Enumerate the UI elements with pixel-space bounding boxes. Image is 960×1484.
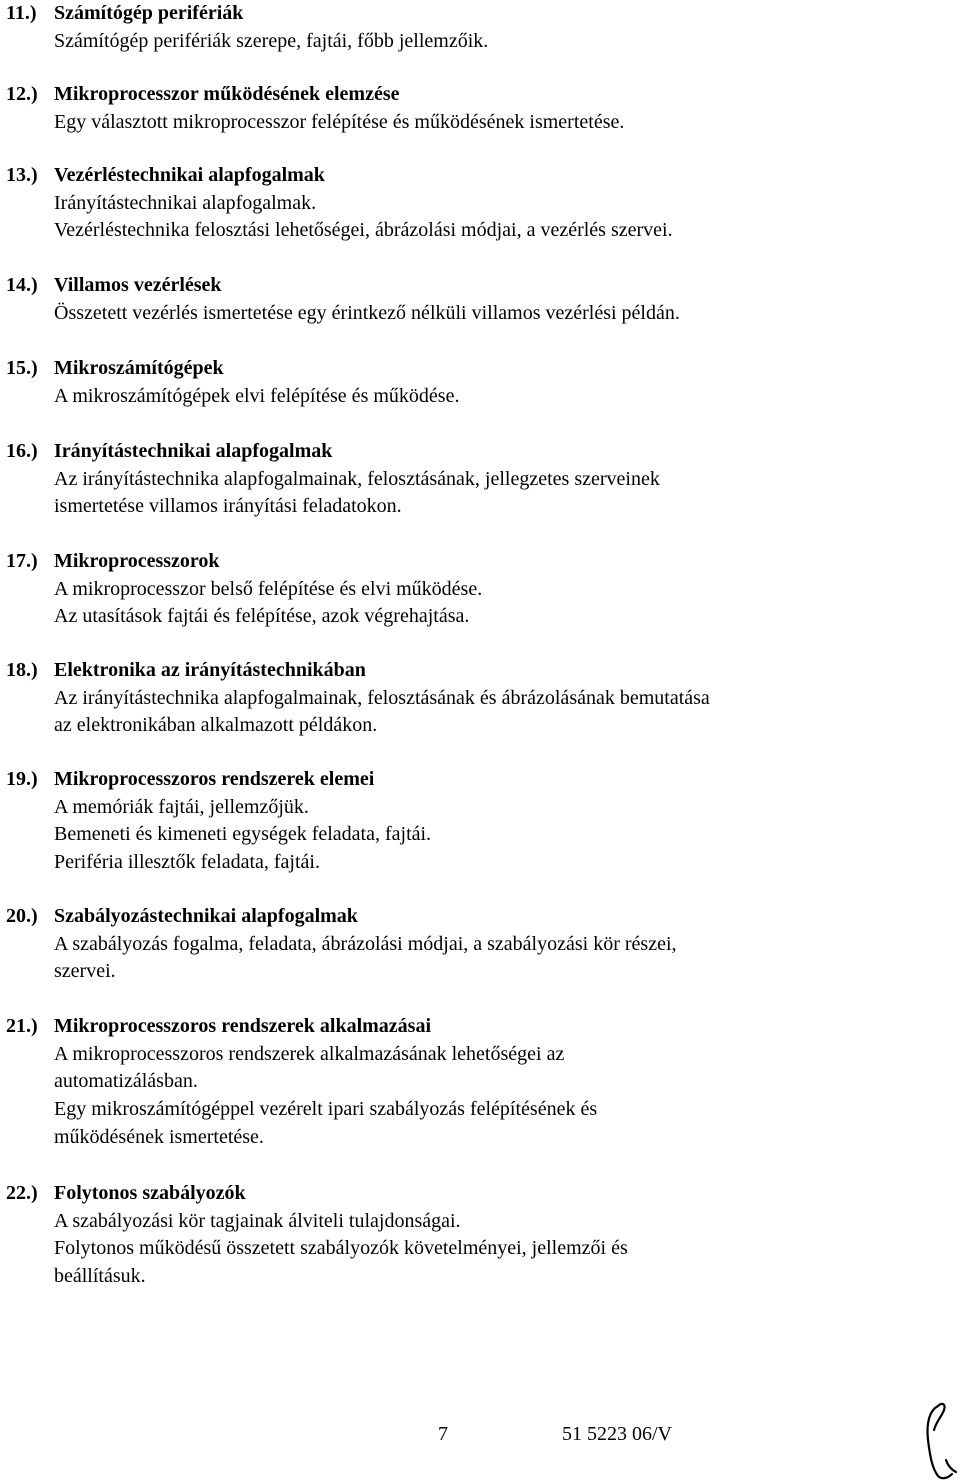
topic-title: Irányítástechnikai alapfogalmak bbox=[54, 440, 333, 462]
topic-line: Irányítástechnikai alapfogalmak. bbox=[54, 191, 317, 214]
topic-line: Számítógép perifériák szerepe, fajtái, főbb jellemzőik. bbox=[54, 29, 489, 52]
topic-line: automatizálásban. bbox=[54, 1070, 198, 1093]
topic-number: 22.) bbox=[6, 1182, 38, 1204]
topic-line: beállításuk. bbox=[54, 1265, 146, 1288]
topic-number: 19.) bbox=[6, 768, 38, 790]
topic-number: 13.) bbox=[6, 164, 38, 186]
topic-number: 11.) bbox=[6, 2, 37, 24]
topic-title: Mikroprocesszoros rendszerek elemei bbox=[54, 768, 375, 790]
topic-11 bbox=[0, 0, 940, 55]
topic-line: szervei. bbox=[54, 960, 116, 983]
topic-number: 18.) bbox=[6, 659, 38, 681]
topic-20 bbox=[0, 903, 940, 986]
document-code: 51 5223 06/V bbox=[562, 1423, 672, 1445]
topic-line: ismertetése villamos irányítási feladatokon. bbox=[54, 495, 402, 518]
topic-14 bbox=[0, 272, 940, 327]
topic-title: Mikroprocesszoros rendszerek alkalmazásai bbox=[54, 1015, 432, 1037]
topic-line: működésének ismertetése. bbox=[54, 1125, 264, 1148]
topic-number: 14.) bbox=[6, 274, 38, 296]
topic-line: A szabályozási kör tagjainak álviteli tulajdonságai. bbox=[54, 1209, 461, 1232]
topic-13 bbox=[0, 162, 940, 245]
topic-17 bbox=[0, 548, 940, 631]
topic-line: A mikroprocesszoros rendszerek alkalmazásának lehetőségei az bbox=[54, 1042, 565, 1065]
topic-line: Összetett vezérlés ismertetése egy érintkező nélküli villamos vezérlési példán. bbox=[54, 301, 680, 324]
topic-number: 21.) bbox=[6, 1015, 38, 1037]
topic-22 bbox=[0, 1180, 940, 1291]
topic-title: Szabályozástechnikai alapfogalmak bbox=[54, 905, 358, 927]
topic-21 bbox=[0, 1013, 940, 1152]
topic-line: A szabályozás fogalma, feladata, ábrázolási módjai, a szabályozási kör részei, bbox=[54, 932, 677, 955]
topic-number: 16.) bbox=[6, 440, 38, 462]
topic-number: 12.) bbox=[6, 83, 38, 105]
topic-16 bbox=[0, 438, 940, 521]
topic-title: Folytonos szabályozók bbox=[54, 1182, 246, 1204]
topic-line: Az irányítástechnika alapfogalmainak, felosztásának, jellegzetes szerveinek bbox=[54, 467, 660, 490]
topic-line: Vezérléstechnika felosztási lehetőségei, ábrázolási módjai, a vezérlés szervei. bbox=[54, 219, 673, 242]
topic-title: Számítógép perifériák bbox=[54, 2, 244, 24]
topic-number: 17.) bbox=[6, 550, 38, 572]
topic-line: A mikroprocesszor belső felépítése és elvi működése. bbox=[54, 577, 483, 600]
topic-12 bbox=[0, 81, 940, 136]
topic-title: Elektronika az irányítástechnikában bbox=[54, 659, 366, 681]
topic-number: 15.) bbox=[6, 357, 38, 379]
topic-title: Mikroprocesszor működésének elemzése bbox=[54, 83, 400, 105]
topic-19 bbox=[0, 766, 940, 877]
page-number: 7 bbox=[438, 1423, 448, 1445]
topic-line: Folytonos működésű összetett szabályozók követelményei, jellemzői és bbox=[54, 1237, 628, 1260]
topic-line: Egy mikroszámítógéppel vezérelt ipari szabályozás felépítésének és bbox=[54, 1098, 598, 1121]
topic-title: Mikroszámítógépek bbox=[54, 357, 224, 379]
topic-number: 20.) bbox=[6, 905, 38, 927]
topic-line: az elektronikában alkalmazott példákon. bbox=[54, 714, 378, 737]
topic-15 bbox=[0, 355, 940, 410]
topic-line: A memóriák fajtái, jellemzőjük. bbox=[54, 795, 309, 818]
topic-title: Villamos vezérlések bbox=[54, 274, 222, 296]
topic-18 bbox=[0, 657, 940, 740]
topic-title: Vezérléstechnikai alapfogalmak bbox=[54, 164, 325, 186]
topic-line: Periféria illesztők feladata, fajtái. bbox=[54, 851, 320, 874]
topic-line: Az utasítások fajtái és felépítése, azok végrehajtása. bbox=[54, 605, 470, 628]
topic-title: Mikroprocesszorok bbox=[54, 550, 220, 572]
topic-line: A mikroszámítógépek elvi felépítése és működése. bbox=[54, 384, 460, 407]
topic-line: Az irányítástechnika alapfogalmainak, felosztásának és ábrázolásának bemutatása bbox=[54, 686, 710, 709]
topic-line: Egy választott mikroprocesszor felépítése és működésének ismertetése. bbox=[54, 110, 625, 133]
signature-mark bbox=[916, 1400, 960, 1482]
topic-line: Bemeneti és kimeneti egységek feladata, fajtái. bbox=[54, 823, 432, 846]
